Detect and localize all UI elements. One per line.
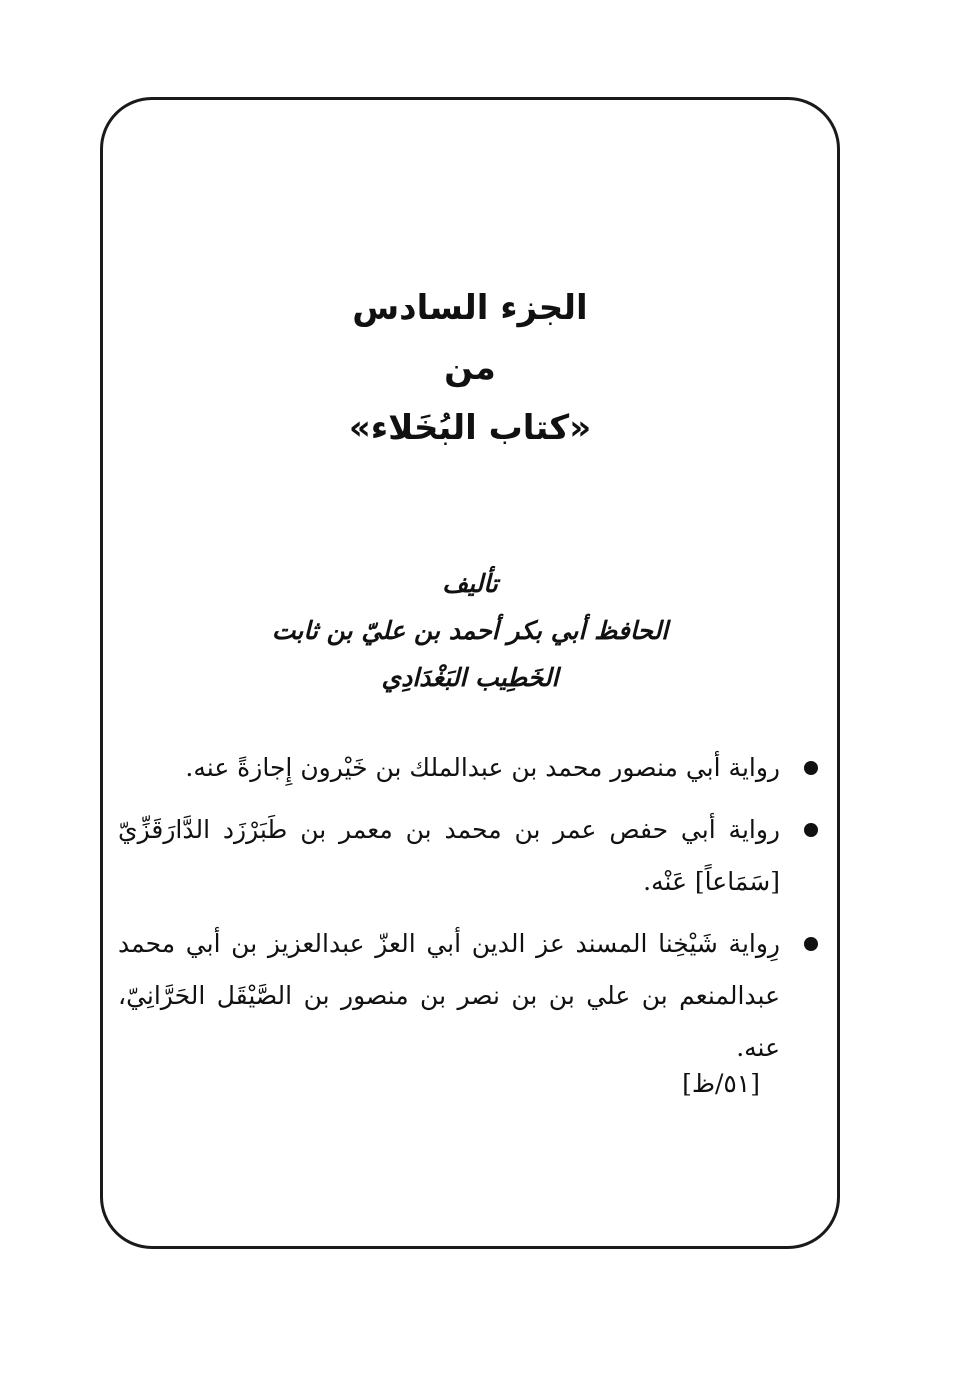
part-title: الجزء السادس xyxy=(352,288,588,328)
bullet-icon xyxy=(804,937,818,951)
authorship-block xyxy=(100,560,840,701)
narration-item xyxy=(118,804,830,908)
bullet-icon xyxy=(804,823,818,837)
title-connector: من xyxy=(444,348,496,388)
authorship-label: تأليف xyxy=(442,569,498,598)
bullet-icon xyxy=(804,761,818,775)
narration-text: رِواية شَيْخِنا المسند عز الدين أبي العزّ عبدالعزيز بن أبي محمد عبدالمنعم بن علي بن بن نصر بن منصور بن الصَّيْقَل الحَرَّانِيّ، عنه. xyxy=(118,929,780,1062)
book-title: «كتاب البُخَلاء» xyxy=(348,408,592,448)
author-name: الحافظ أبي بكر أحمد بن عليّ بن ثابت xyxy=(271,616,669,645)
manuscript-folio-reference: [٥١/ظ] xyxy=(682,1069,760,1098)
narration-item xyxy=(118,918,830,1074)
narration-text: رواية أبي منصور محمد بن عبدالملك بن خَيْرون إِجازةً عنه. xyxy=(185,753,780,782)
narration-text: رواية أبي حفص عمر بن محمد بن معمر بن طَبَرْزَد الدَّارَقَزِّيّ [سَمَاعاً] عَنْه. xyxy=(118,815,780,896)
title-block xyxy=(100,278,840,458)
narration-item xyxy=(118,742,830,794)
narration-list xyxy=(118,742,830,1084)
author-nisba: الخَطِيب البَغْدَادِي xyxy=(381,663,559,692)
